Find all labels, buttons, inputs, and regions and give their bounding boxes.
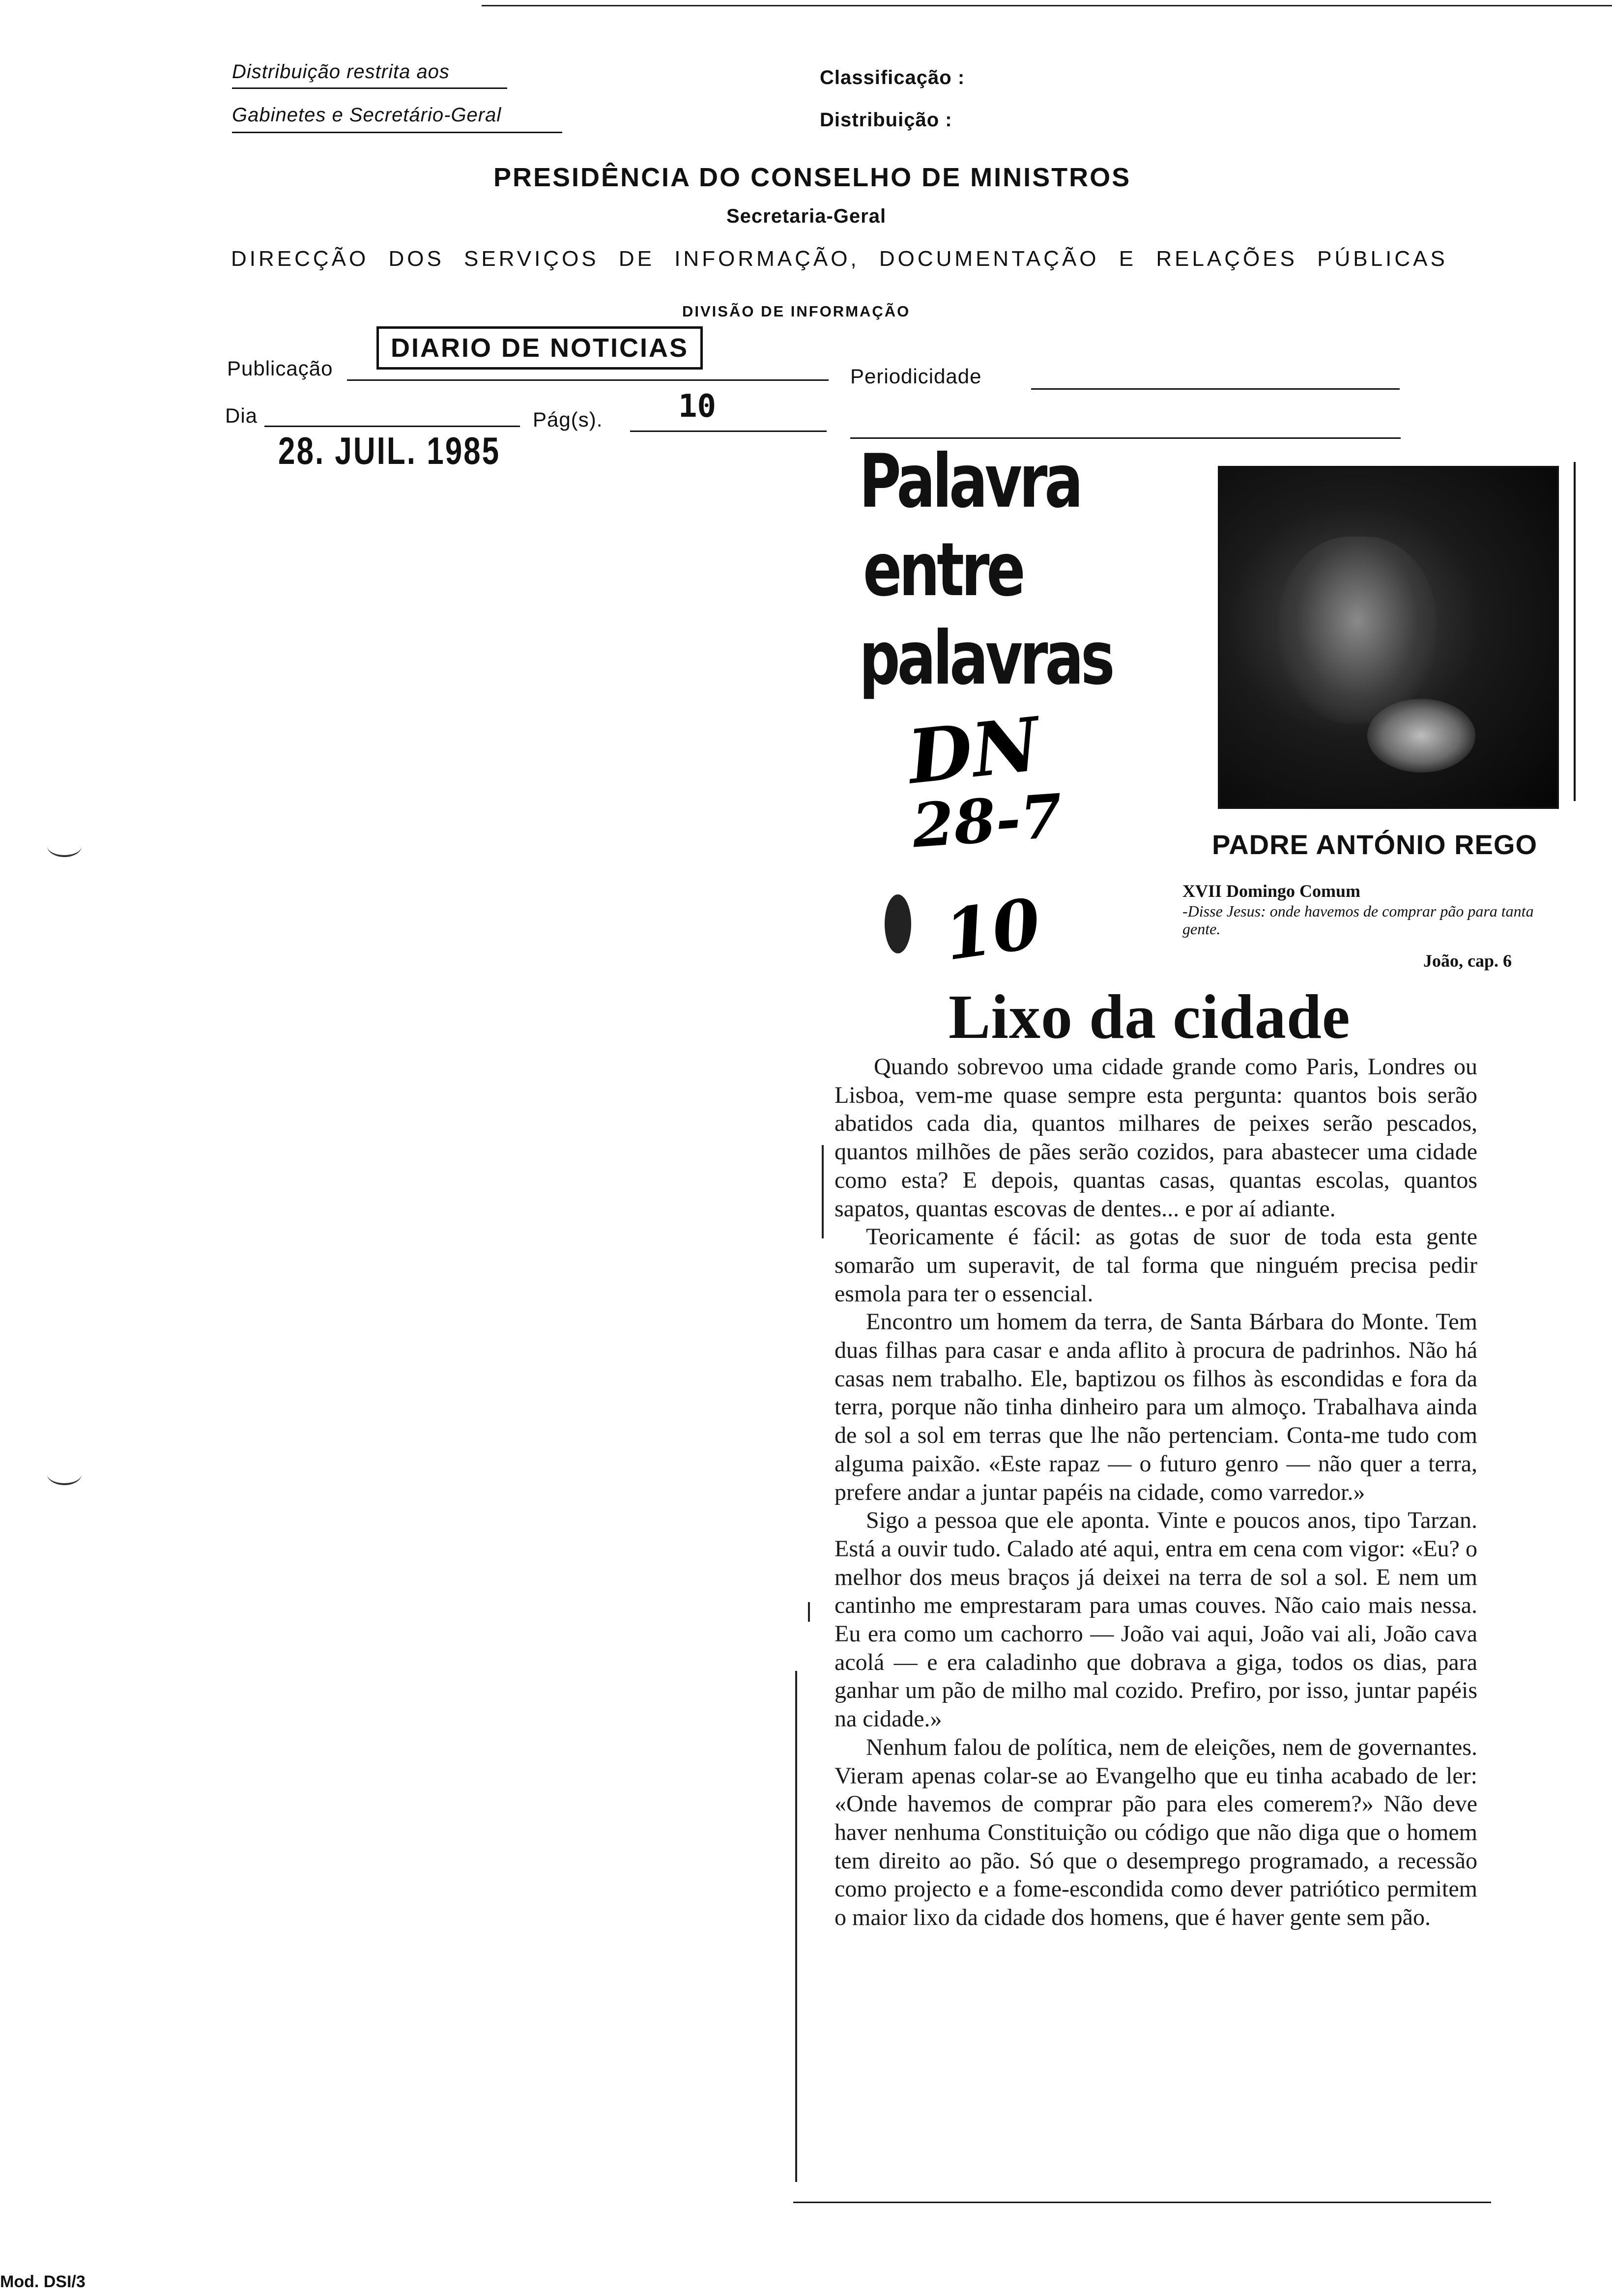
restricted-distribution-line1: Distribuição restrita aos (232, 61, 450, 83)
restricted-underline-2 (232, 132, 562, 133)
punch-hole-mark-1 (47, 835, 82, 857)
dia-date-stamp: 28. JUIL. 1985 (278, 430, 501, 473)
dia-underline (264, 426, 520, 427)
article-body (835, 1053, 1477, 1932)
ink-smudge (885, 894, 911, 953)
restricted-distribution-line2: Gabinetes e Secretário-Geral (232, 104, 502, 126)
punch-hole-mark-2 (47, 1464, 82, 1485)
handwritten-page: 10 (939, 883, 1046, 976)
margin-mark-1 (822, 1145, 824, 1238)
kicker-line-2: entre (863, 527, 1023, 613)
article-paragraph-1: Quando sobrevoo uma cidade grande como Paris, Londres ou Lisboa, vem-me quase sempre esta pergunta: quantos bois serão abatidos cada dia, quantos milhares de peixes serão pescados, quantos milhões de pães serão cozidos, para abastecer uma cidade como esta? E depois, quantas casas, quantas escolas, quantos sapatos, quantas escovas de dentes... e por aí adiante. (835, 1054, 1477, 1222)
article-paragraph-5: Nenhum falou de política, nem de eleições, nem de governantes. Vieram apenas colar-se ao Evangelho que eu tinha acabado de ler: «Onde havemos de comprar pão para eles comerem?» Não deve haver nenhuma Constituição ou código que não diga que o homem tem direito ao pão. Só que o desemprego programado, a recessão como projecto e a fome-escondida como dever patriótico permitem o maior lixo da cidade dos homens, que é haver gente sem pão. (835, 1734, 1477, 1931)
article-paragraph-2: Teoricamente é fácil: as gotas de suor de toda esta gente somarão um superavit, de tal forma que ninguém precisa pedir esmola para ter o essencial. (835, 1224, 1477, 1307)
distribuicao-label: Distribuição : (820, 109, 952, 131)
restricted-underline-1 (232, 87, 507, 89)
gospel-reference: João, cap. 6 (1423, 951, 1512, 971)
gospel-quote: -Disse Jesus: onde havemos de comprar pão para tanta gente. (1182, 902, 1534, 938)
dia-label: Dia (225, 404, 258, 427)
handwritten-date: 28-7 (910, 780, 1065, 861)
periodicidade-underline (1031, 388, 1400, 390)
classificacao-label: Classificação : (820, 67, 965, 88)
secretaria-heading: Secretaria-Geral (726, 205, 887, 227)
pags-underline (630, 430, 827, 432)
direccao-heading: DIRECÇÃO DOS SERVIÇOS DE INFORMAÇÃO, DOCUMENTAÇÃO E RELAÇÕES PÚBLICAS (231, 247, 1448, 271)
presidencia-heading: PRESIDÊNCIA DO CONSELHO DE MINISTROS (493, 163, 1131, 192)
publicacao-underline (347, 379, 829, 381)
divisao-heading: DIVISÃO DE INFORMAÇÃO (682, 303, 911, 320)
article-paragraph-4: Sigo a pessoa que ele aponta. Vinte e poucos anos, tipo Tarzan. Está a ouvir tudo. Calado até aqui, entra em cena com vigor: «Eu? o melhor dos meus braços já deixei na terra de sol a sol. E nem um cantinho me emprestaram para umas couves. Não caio mais nessa. Eu era como um cachorro — João vai aqui, João vai ali, João cava acolá — e era caladinho que dobrava a giga, todos os dias, para ganhar um pão de milho mal cozido. Prefiro, por isso, juntar papéis na cidade.» (835, 1507, 1477, 1732)
kicker-line-3: palavras (859, 616, 1112, 701)
author-byline: PADRE ANTÓNIO REGO (1212, 829, 1538, 860)
author-portrait-photo (1218, 466, 1559, 809)
article-bottom-rule (793, 2202, 1491, 2203)
article-headline: Lixo da cidade (949, 982, 1351, 1052)
form-model-code: Mod. DSI/3 (0, 2272, 86, 2291)
publicacao-stamp: DIARIO DE NOTICIAS (376, 326, 703, 370)
portrait-face (1279, 537, 1436, 723)
portrait-hand (1367, 699, 1475, 773)
periodicidade-label: Periodicidade (850, 365, 982, 388)
kicker-line-1: Palavra (859, 439, 1080, 524)
publicacao-label: Publicação (227, 357, 333, 380)
margin-mark-2 (808, 1602, 810, 1622)
column-right-rule (1574, 462, 1576, 801)
gospel-title: XVII Domingo Comum (1182, 881, 1361, 901)
article-paragraph-3: Encontro um homem da terra, de Santa Bárbara do Monte. Tem duas filhas para casar e anda aflito à procura de padrinhos. Não há casas nem trabalho. Ele, baptizou os filhos às escondidas e fora da terra, porque não tinha dinheiro para um almoço. Trabalhava ainda de sol a sol em terras que lhe não pertenciam. Conta-me tudo com alguma paixão. «Este rapaz — o futuro genro — não quer a terra, prefere andar a juntar papéis na cidade, como varredor.» (835, 1309, 1477, 1505)
top-border-line (482, 5, 1612, 6)
pags-label: Pág(s). (533, 408, 603, 431)
article-left-rule (795, 1671, 797, 2182)
pags-value: 10 (678, 388, 717, 425)
handwritten-dn: DN (904, 701, 1044, 801)
